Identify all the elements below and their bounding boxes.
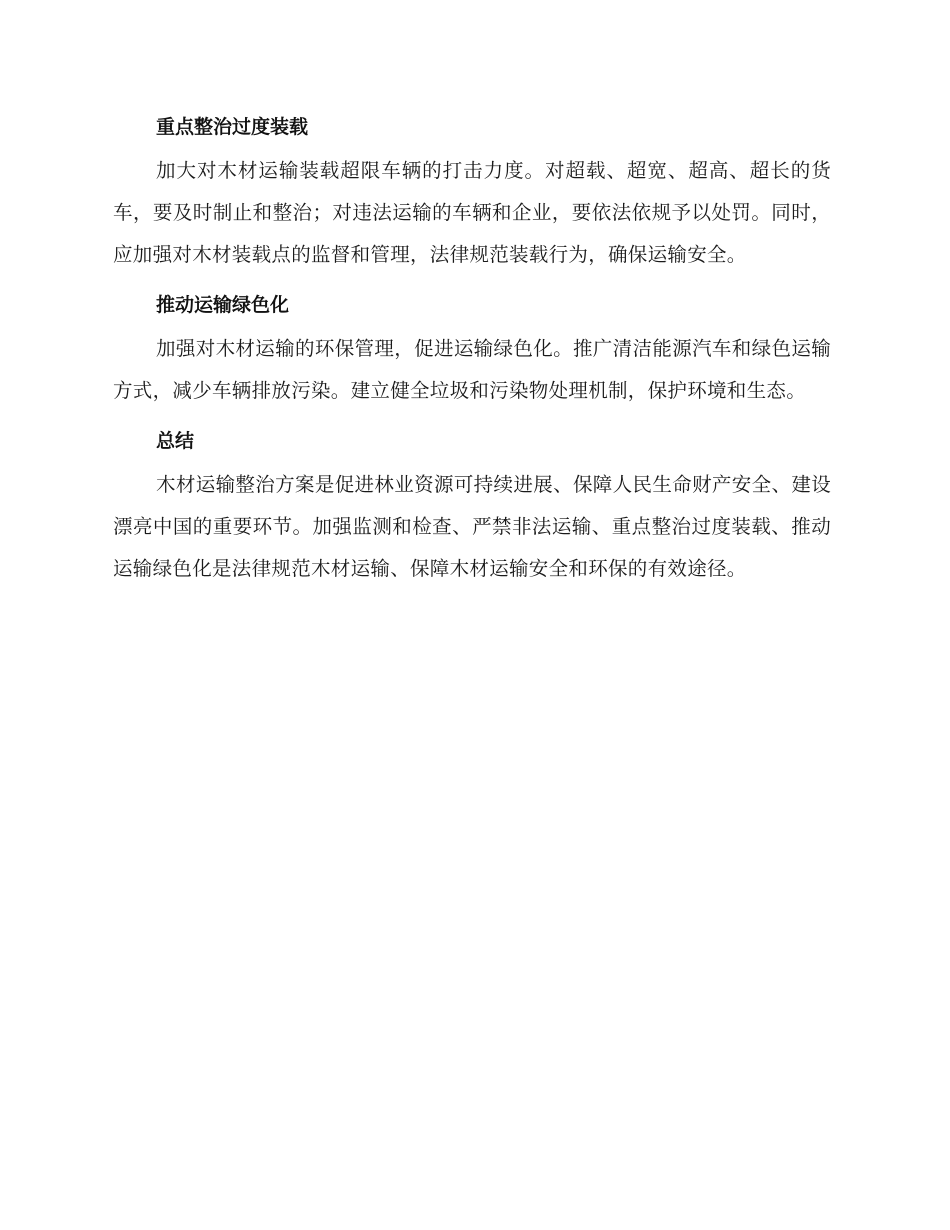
- section-paragraph-overload: 加大对木材运输装载超限车辆的打击力度。对超载、超宽、超高、超长的货车，要及时制止和整治；对违法运输的车辆和企业，要依法依规予以处罚。同时，应加强对木材装载点的监督和管理，法律规范装载行为，确保运输安全。: [113, 159, 831, 266]
- section-paragraph-summary: 木材运输整治方案是促进林业资源可持续进展、保障人民生命财产安全、建设漂亮中国的重要环节。加强监测和检查、严禁非法运输、重点整治过度装载、推动运输绿色化是法律规范木材运输、保障木材运输安全和环保的有效途径。: [113, 473, 831, 580]
- section-paragraph-green-transport: 加强对木材运输的环保管理，促进运输绿色化。推广清洁能源汽车和绿色运输方式，减少车辆排放污染。建立健全垃圾和污染物处理机制，保护环境和生态。: [113, 337, 831, 402]
- section-heading-summary: 总结: [156, 430, 195, 452]
- section-heading-overload: 重点整治过度装载: [156, 116, 309, 138]
- section-heading-green-transport: 推动运输绿色化: [156, 294, 290, 316]
- document-content: [113, 108, 831, 600]
